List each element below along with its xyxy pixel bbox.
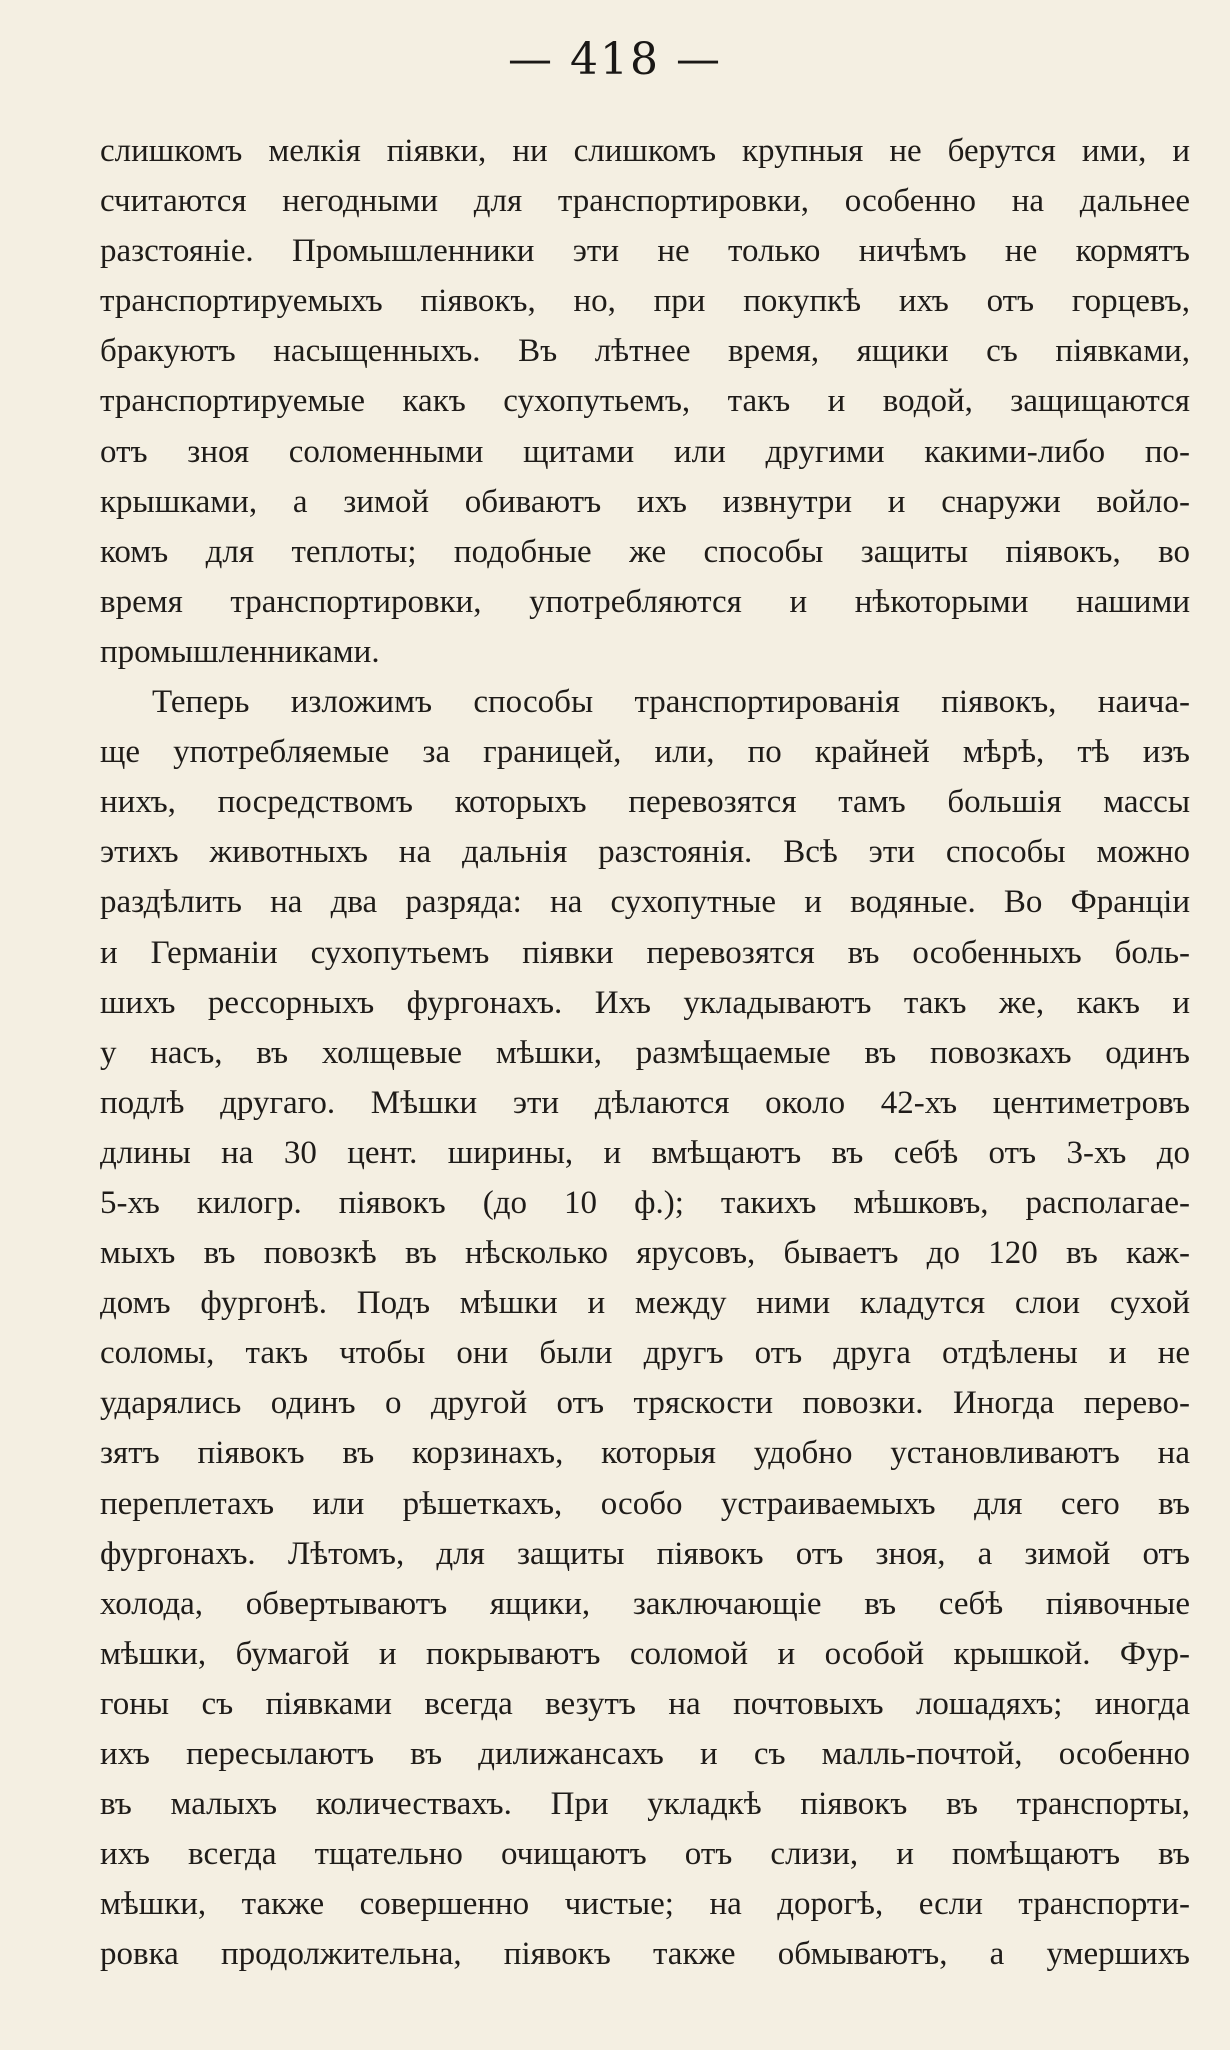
text-line: 5-хъ килогр. піявокъ (до 10 ф.); такихъ мѣшковъ, располагае-	[100, 1184, 1190, 1221]
text-line: разстояніе. Промышленники эти не только ничѣмъ не кормятъ	[100, 233, 1190, 270]
text-line: длины на 30 цент. ширины, и вмѣщаютъ въ себѣ отъ 3-хъ до	[100, 1134, 1190, 1171]
text-line: считаются негодными для транспортировки, особенно на дальнее	[100, 183, 1190, 220]
text-line: подлѣ другаго. Мѣшки эти дѣлаются около 42-хъ центиметровъ	[100, 1084, 1190, 1121]
text-line: ударялись одинъ о другой отъ тряскости повозки. Иногда перево-	[100, 1385, 1190, 1422]
text-line: слишкомъ мелкія піявки, ни слишкомъ крупныя не берутся ими, и	[100, 133, 1190, 169]
text-line: переплетахъ или рѣшеткахъ, особо устраиваемыхъ для сего въ	[100, 1485, 1190, 1522]
text-line: транспортируемые какъ сухопутьемъ, такъ и водой, защищаются	[100, 383, 1190, 420]
text-line: зятъ піявокъ въ корзинахъ, которыя удобно установливаютъ на	[100, 1435, 1190, 1472]
text-line: домъ фургонѣ. Подъ мѣшки и между ними кладутся слои сухой	[100, 1285, 1190, 1322]
text-line: отъ зноя соломенными щитами или другими какими-либо по-	[100, 433, 1190, 470]
text-line: крышками, а зимой обиваютъ ихъ извнутри и снаружи войло-	[100, 483, 1190, 520]
text-line: нихъ, посредствомъ которыхъ перевозятся тамъ большія массы	[100, 784, 1190, 821]
text-line: соломы, такъ чтобы они были другъ отъ друга отдѣлены и не	[100, 1335, 1190, 1372]
body-text	[100, 126, 1190, 1979]
text-line: мыхъ въ повозкѣ въ нѣсколько ярусовъ, бываетъ до 120 въ каж-	[100, 1235, 1190, 1272]
paragraph-end-line: промышленниками.	[100, 633, 380, 670]
text-line: шихъ рессорныхъ фургонахъ. Ихъ укладываютъ такъ же, какъ и	[100, 984, 1190, 1021]
text-line: мѣшки, бумагой и покрываютъ соломой и особой крышкой. Фур-	[100, 1635, 1190, 1672]
text-line: въ малыхъ количествахъ. При укладкѣ піявокъ въ транспорты,	[100, 1786, 1190, 1823]
text-line: холода, обвертываютъ ящики, заключающіе въ себѣ піявочные	[100, 1585, 1190, 1622]
text-line: время транспортировки, употребляются и нѣкоторыми нашими	[100, 583, 1190, 620]
text-line: ихъ всегда тщательно очищаютъ отъ слизи, и помѣщаютъ въ	[100, 1836, 1190, 1873]
text-line: бракуютъ насыщенныхъ. Въ лѣтнее время, ящики съ піявками,	[100, 333, 1190, 370]
text-line: фургонахъ. Лѣтомъ, для защиты піявокъ отъ зноя, а зимой отъ	[100, 1535, 1190, 1572]
text-line: комъ для теплоты; подобные же способы защиты піявокъ, во	[100, 533, 1190, 570]
text-line: ще употребляемые за границей, или, по крайней мѣрѣ, тѣ изъ	[100, 734, 1190, 771]
paragraph-first-line: Теперь изложимъ способы транспортированія піявокъ, наича-	[152, 684, 1190, 721]
text-line: транспортируемыхъ піявокъ, но, при покупкѣ ихъ отъ горцевъ,	[100, 283, 1190, 320]
text-line: ихъ пересылаютъ въ дилижансахъ и съ малль-почтой, особенно	[100, 1736, 1190, 1772]
text-line: гоны съ піявками всегда везутъ на почтовыхъ лошадяхъ; иногда	[100, 1685, 1190, 1722]
text-line: этихъ животныхъ на дальнія разстоянія. Всѣ эти способы можно	[100, 834, 1190, 871]
text-line: у насъ, въ холщевые мѣшки, размѣщаемые въ повозкахъ одинъ	[100, 1034, 1190, 1071]
page-number: — 418 —	[508, 34, 722, 85]
text-line: мѣшки, также совершенно чистые; на дорогѣ, если транспорти-	[100, 1886, 1190, 1923]
text-line: раздѣлить на два разряда: на сухопутные и водяные. Во Франціи	[100, 884, 1190, 921]
text-line: ровка продолжительна, піявокъ также обмываютъ, а умершихъ	[100, 1936, 1190, 1973]
text-line: и Германіи сухопутьемъ піявки перевозятся въ особенныхъ боль-	[100, 934, 1190, 971]
